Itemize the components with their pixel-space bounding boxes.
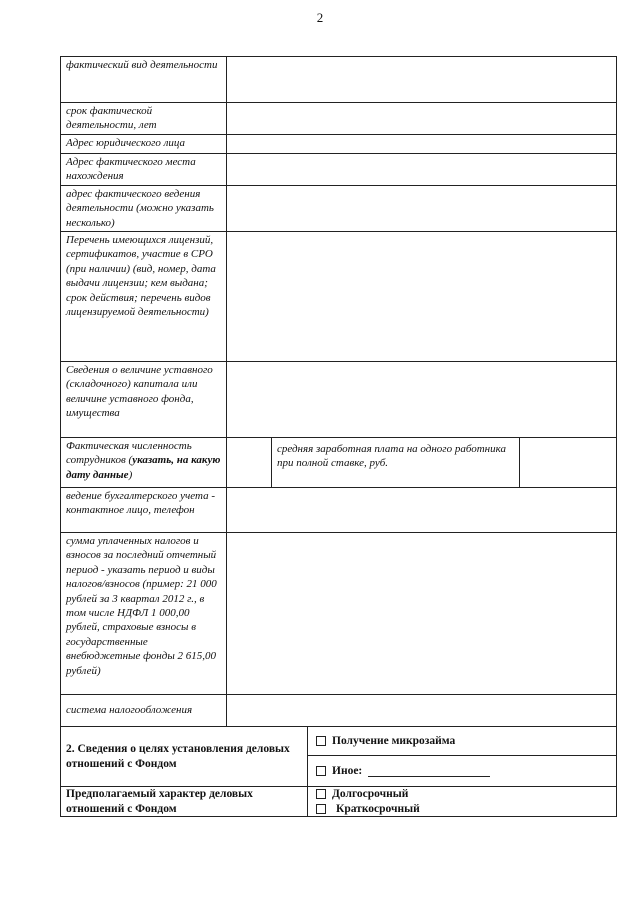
staff-label-suffix: ) xyxy=(128,468,133,481)
option-short-term[interactable] xyxy=(308,802,616,817)
field-capital[interactable] xyxy=(227,362,616,437)
field-legal-address[interactable] xyxy=(227,135,616,153)
checkbox-microloan[interactable] xyxy=(316,736,326,746)
row-actual-location xyxy=(61,154,616,186)
field-activity-type[interactable] xyxy=(227,57,616,102)
row-capital xyxy=(61,362,616,438)
checkbox-other[interactable] xyxy=(316,766,326,776)
label-activity-type: фактический вид деятельности xyxy=(61,57,227,102)
row-taxes xyxy=(61,533,616,695)
other-input-line[interactable] xyxy=(368,765,490,777)
row-relationship-nature xyxy=(61,787,616,816)
option-long-term[interactable] xyxy=(308,787,616,802)
label-legal-address: Адрес юридического лица xyxy=(61,135,227,153)
option-microloan-label: Получение микрозайма xyxy=(332,734,456,747)
field-staff-count[interactable] xyxy=(227,438,272,487)
row-licenses xyxy=(61,232,616,362)
row-business-address xyxy=(61,186,616,232)
row-staff xyxy=(61,438,616,488)
field-licenses[interactable] xyxy=(227,232,616,361)
label-activity-term: срок фактической деятельности, лет xyxy=(61,103,227,134)
label-business-address: адрес фактического ведения деятельности (можно указать несколько) xyxy=(61,186,227,231)
field-taxes[interactable] xyxy=(227,533,616,694)
field-activity-term[interactable] xyxy=(227,103,616,134)
staff-label-bold: указать, на какую дату данные xyxy=(66,454,221,481)
option-other-label: Иное: xyxy=(332,764,363,777)
checkbox-short-term[interactable] xyxy=(316,804,326,814)
goals-options xyxy=(308,727,616,786)
field-tax-system[interactable] xyxy=(227,695,616,726)
row-legal-address xyxy=(61,135,616,154)
option-other[interactable] xyxy=(308,756,616,786)
label-capital: Сведения о величине уставного (складочного) капитала или величине уставного фонда, имущества xyxy=(61,362,227,437)
option-microloan[interactable] xyxy=(308,727,616,756)
row-relationship-goals xyxy=(61,727,616,787)
option-long-term-label: Долгосрочный xyxy=(332,787,409,800)
label-average-salary: средняя заработная плата на одного работника при полной ставке, руб. xyxy=(272,438,520,487)
label-staff-count xyxy=(61,438,227,487)
label-actual-location: Адрес фактического места нахождения xyxy=(61,154,227,185)
field-actual-location[interactable] xyxy=(227,154,616,185)
label-taxes: сумма уплаченных налогов и взносов за последний отчетный период - указать период и виды налогов/взносов (пример: 21 000 рублей за 3 квартал 2012 г., в том числе НДФЛ 1 000,00 рублей, страховые взносы в государственные внебюджетные фонды 2 615,00 рублей) xyxy=(61,533,227,694)
row-accounting xyxy=(61,488,616,533)
staff-label-prefix: Фактическая численность сотрудников ( xyxy=(66,440,192,467)
nature-options xyxy=(308,787,616,816)
label-accounting: ведение бухгалтерского учета - контактное лицо, телефон xyxy=(61,488,227,532)
questionnaire-table xyxy=(60,56,617,817)
option-short-term-label: Краткосрочный xyxy=(336,802,420,815)
row-activity-term xyxy=(61,103,616,135)
label-licenses: Перечень имеющихся лицензий, сертификатов, участие в СРО (при наличии) (вид, номер, дата выдачи лицензии; кем выдана; срок действия; перечень видов лицензируемой деятельности) xyxy=(61,232,227,361)
label-tax-system: система налогообложения xyxy=(61,695,227,726)
label-relationship-nature: Предполагаемый характер деловых отношений с Фондом xyxy=(61,787,308,816)
row-tax-system xyxy=(61,695,616,727)
label-relationship-goals: 2. Сведения о целях установления деловых отношений с Фондом xyxy=(61,727,308,786)
field-average-salary[interactable] xyxy=(520,438,616,487)
page-number: 2 xyxy=(316,10,324,25)
row-activity-type xyxy=(61,57,616,103)
field-business-address[interactable] xyxy=(227,186,616,231)
field-accounting[interactable] xyxy=(227,488,616,532)
checkbox-long-term[interactable] xyxy=(316,789,326,799)
